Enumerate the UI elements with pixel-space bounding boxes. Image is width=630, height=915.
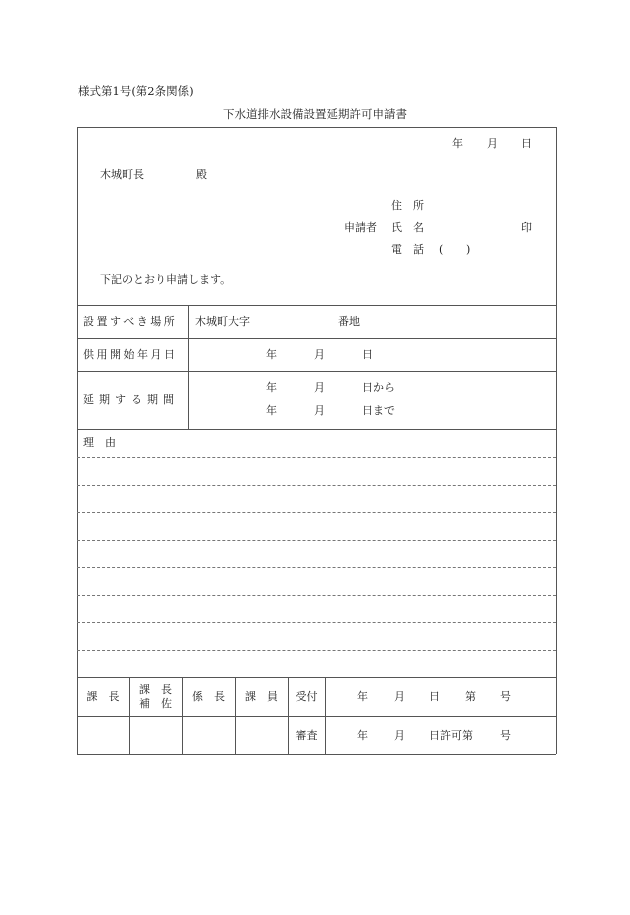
seal-mark: 印 (521, 221, 532, 234)
review-year: 年 (357, 729, 368, 742)
review-month: 月 (394, 729, 405, 742)
start-date-year: 年 (266, 348, 277, 361)
applicant-label: 申請者 (344, 221, 377, 234)
phone-paren-close: ) (466, 243, 471, 256)
review-no-suffix: 号 (500, 729, 511, 742)
period-to-month: 月 (314, 404, 325, 417)
location-label: 設置すべき場所 (83, 315, 178, 328)
phone-label: 電 話 (391, 243, 424, 256)
phone-paren-open: ( (439, 243, 444, 256)
date-day: 日 (521, 137, 532, 150)
date-year: 年 (452, 137, 463, 150)
address-label: 住 所 (391, 199, 424, 212)
received-label: 受付 (295, 690, 318, 703)
addressee: 木城町長 (100, 168, 144, 181)
deputy-label-line2: 補 佐 (139, 697, 172, 710)
received-day: 日 (429, 690, 440, 703)
period-from-month: 月 (314, 381, 325, 394)
section-chief-label: 係 長 (192, 690, 225, 703)
period-label: 延期する期間 (83, 393, 179, 406)
start-date-month: 月 (314, 348, 325, 361)
document-title: 下水道排水設備設置延期許可申請書 (223, 107, 407, 121)
name-label: 氏 名 (391, 221, 424, 234)
location-prefix: 木城町大字 (195, 315, 250, 328)
start-date-label: 供用開始年月日 (83, 348, 178, 361)
received-month: 月 (394, 690, 405, 703)
chief-label: 課 長 (86, 690, 120, 703)
received-year: 年 (357, 690, 368, 703)
start-date-day: 日 (362, 348, 373, 361)
date-month: 月 (487, 137, 498, 150)
statement: 下記のとおり申請します。 (100, 273, 232, 286)
period-to-day: 日まで (362, 404, 395, 417)
deputy-label-line1: 課 長 (139, 683, 172, 696)
review-day: 日許可第 (429, 729, 473, 742)
review-label: 審査 (295, 729, 318, 742)
period-from-day: 日から (362, 381, 395, 394)
location-suffix: 番地 (338, 315, 360, 328)
reason-label: 理 由 (83, 436, 116, 449)
staff-label: 課 員 (245, 690, 278, 703)
period-from-year: 年 (266, 381, 277, 394)
received-no-suffix: 号 (500, 690, 511, 703)
received-no-prefix: 第 (465, 690, 476, 703)
form-number: 様式第1号(第2条関係) (78, 84, 194, 98)
period-to-year: 年 (266, 404, 277, 417)
honorific: 殿 (196, 168, 207, 181)
